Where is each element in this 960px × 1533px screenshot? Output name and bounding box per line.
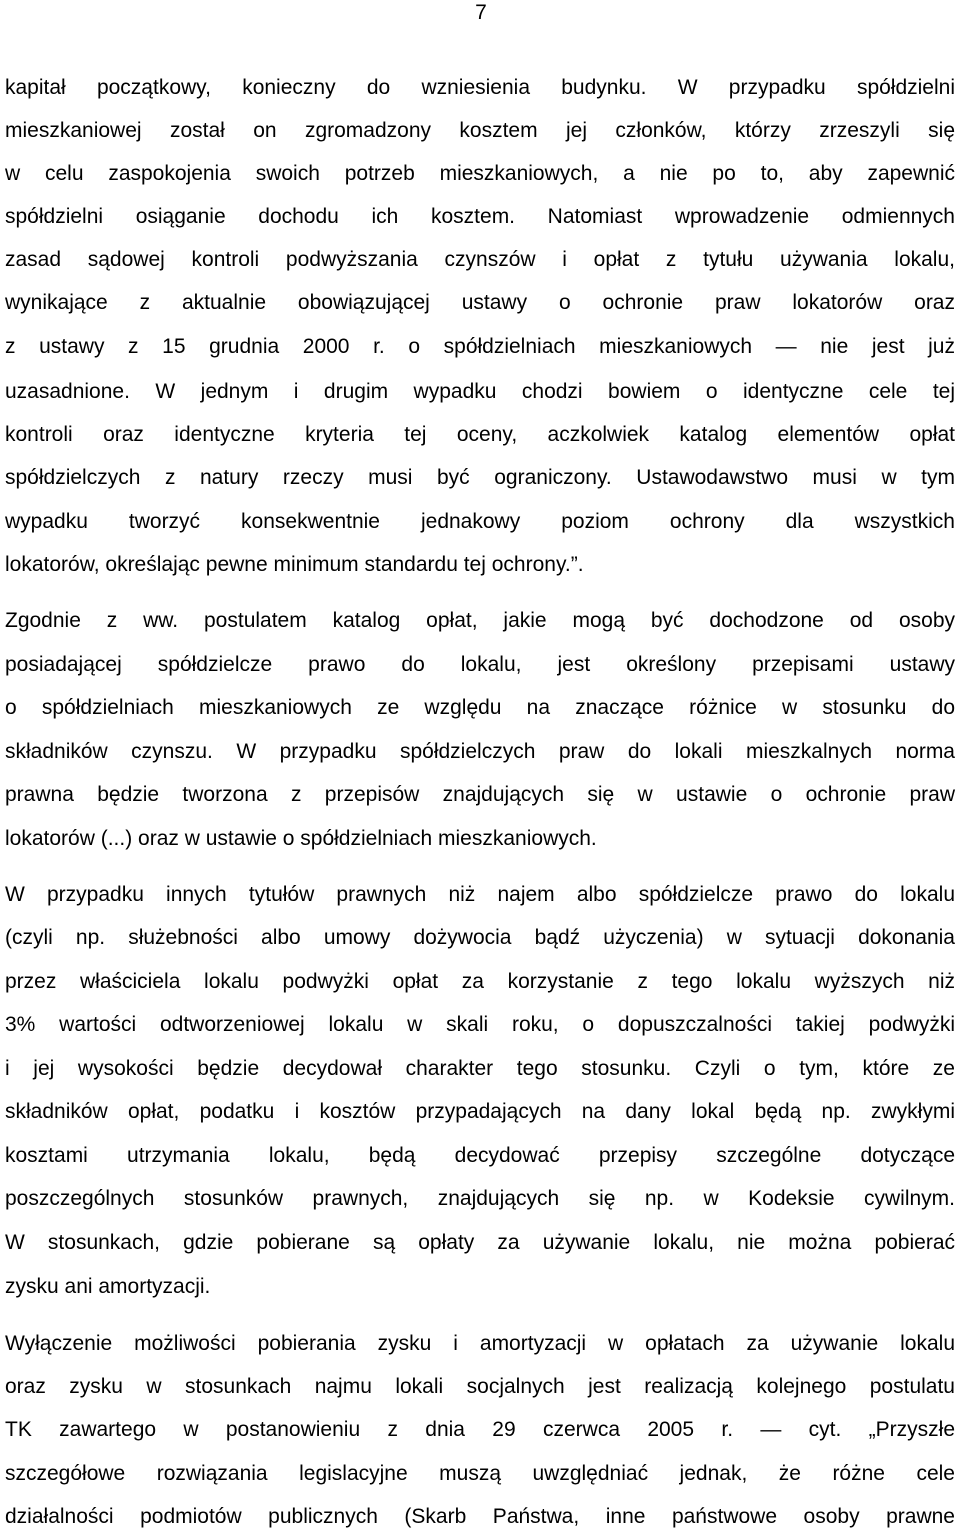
text-line: szczegółowe rozwiązania legislacyjne muszą uwzględniać jednak, że różne cele [5,1462,955,1485]
text-line: zysku ani amortyzacji. [5,1275,211,1298]
text-line: wynikające z aktualnie obowiązującej ustawy o ochronie praw lokatorów oraz [5,291,955,314]
text-line: Zgodnie z ww. postulatem katalog opłat, jakie mogą być dochodzone od osoby [5,609,955,632]
text-line: uzasadnione. W jednym i drugim wypadku chodzi bowiem o identyczne cele tej [5,380,955,403]
text-line: lokatorów, określając pewne minimum standardu tej ochrony.”. [5,553,584,576]
text-line: lokatorów (...) oraz w ustawie o spółdzielniach mieszkaniowych. [5,827,597,850]
text-line: przez właściciela lokalu podwyżki opłat za korzystanie z tego lokalu wyższych niż [5,970,955,993]
text-line: spółdzielczych z natury rzeczy musi być ograniczony. Ustawodawstwo musi w tym [5,466,955,489]
text-line: Wyłączenie możliwości pobierania zysku i amortyzacji w opłatach za używanie lokalu [5,1332,955,1355]
text-line: poszczególnych stosunków prawnych, znajdujących się np. w Kodeksie cywilnym. [5,1187,955,1210]
text-line: oraz zysku w stosunkach najmu lokali socjalnych jest realizacją kolejnego postulatu [5,1375,955,1398]
text-line: działalności podmiotów publicznych (Skarb Państwa, inne państwowe osoby prawne [5,1505,955,1528]
text-line: mieszkaniowej został on zgromadzony kosztem jej członków, którzy zrzeszyli się [5,119,955,142]
text-line: w celu zaspokojenia swoich potrzeb mieszkaniowych, a nie po to, aby zapewnić [5,162,955,185]
text-line: W stosunkach, gdzie pobierane są opłaty za używanie lokalu, nie można pobierać [5,1231,955,1254]
text-line: W przypadku innych tytułów prawnych niż najem albo spółdzielcze prawo do lokalu [5,883,955,906]
text-line: (czyli np. służebności albo umowy dożywocia bądź użyczenia) w sytuacji dokonania [5,926,955,949]
text-line: kosztami utrzymania lokalu, będą decydować przepisy szczególne dotyczące [5,1144,955,1167]
text-line: 3% wartości odtworzeniowej lokalu w skali roku, o dopuszczalności takiej podwyżki [5,1013,955,1036]
text-line: składników czynszu. W przypadku spółdzielczych praw do lokali mieszkalnych norma [5,740,955,763]
text-line: kapitał początkowy, konieczny do wzniesienia budynku. W przypadku spółdzielni [5,76,955,99]
text-line: posiadającej spółdzielcze prawo do lokalu, jest określony przepisami ustawy [5,653,955,676]
text-line: wypadku tworzyć konsekwentnie jednakowy poziom ochrony dla wszystkich [5,510,955,533]
text-line: prawna będzie tworzona z przepisów znajdujących się w ustawie o ochronie praw [5,783,955,806]
text-line: TK zawartego w postanowieniu z dnia 29 czerwca 2005 r. ― cyt. „Przyszłe [5,1418,955,1441]
text-line: kontroli oraz identyczne kryteria tej oceny, aczkolwiek katalog elementów opłat [5,423,955,446]
page-number: 7 [475,1,487,24]
text-line: z ustawy z 15 grudnia 2000 r. o spółdzielniach mieszkaniowych ― nie jest już [5,335,955,358]
text-line: i jej wysokości będzie decydował charakter tego stosunku. Czyli o tym, które ze [5,1057,955,1080]
text-line: zasad sądowej kontroli podwyższania czynszów i opłat z tytułu używania lokalu, [5,248,955,271]
text-line: składników opłat, podatku i kosztów przypadających na dany lokal będą np. zwykłymi [5,1100,955,1123]
text-line: o spółdzielniach mieszkaniowych ze względu na znaczące różnice w stosunku do [5,696,955,719]
text-line: spółdzielni osiąganie dochodu ich kosztem. Natomiast wprowadzenie odmiennych [5,205,955,228]
